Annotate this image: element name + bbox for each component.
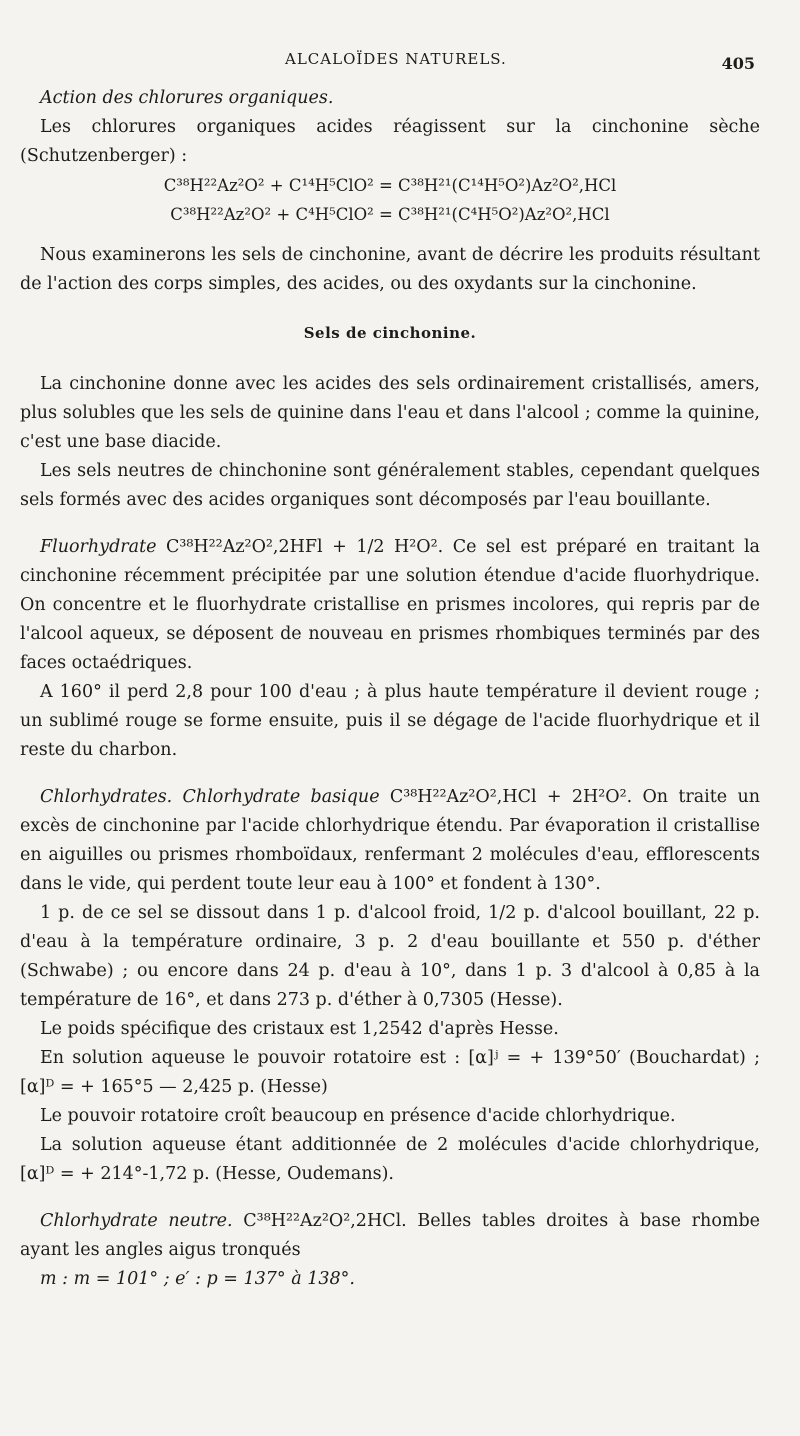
spacer: [20, 1189, 760, 1207]
paragraph-chlorures: Les chlorures organiques acides réagissent sur la cinchonine sèche (Schutzenberger) :: [20, 117, 760, 166]
page-header: [0, 48, 800, 78]
neutre-label: Chlorhydrate neutre.: [40, 1211, 233, 1231]
paragraph-specific-weight: Le poids spécifique des cristaux est 1,2542 d'après Hesse.: [40, 1019, 559, 1039]
fluorhydrate-text: C³⁸H²²Az²O²,2HFl + 1/2 H²O². Ce sel est préparé en traitant la cinchonine récemment précipitée par une solution étendue d'acide fluorhydrique. On concentre et le fluorhydrate cristallise en prismes incolores, qui repris par de l'alcool aqueux, se déposent de nouveau en prismes rhombiques terminés par des faces octaédriques.: [20, 537, 760, 673]
paragraph-fluorhydrate: [20, 533, 760, 678]
spacer: [20, 765, 760, 783]
paragraph-sels-1: La cinchonine donne avec les acides des sels ordinairement cristallisés, amers, plus solubles que les sels de quinine dans l'eau et dans l'alcool ; comme la quinine, c'est une base diacide.: [20, 374, 760, 452]
page-number: 405: [721, 54, 755, 73]
crystal-angles: m : m = 101° ; e′ : p = 137° à 138°.: [40, 1269, 355, 1289]
paragraph-fluorhydrate-2: A 160° il perd 2,8 pour 100 d'eau ; à plus haute température il devient rouge ; un sublimé rouge se forme ensuite, puis il se dégage de l'acide fluorhydrique et il reste du charbon.: [20, 682, 760, 760]
paragraph-solubility: 1 p. de ce sel se dissout dans 1 p. d'alcool froid, 1/2 p. d'alcool bouillant, 22 p. d'eau à la température ordinaire, 3 p. 2 d'eau bouillante et 550 p. d'éther (Schwabe) ; ou encore dans 24 p. d'eau à 10°, dans 1 p. 3 d'alcool à 0,85 à la température de 16°, et dans 273 p. d'éther à 0,7305 (Hesse).: [20, 903, 760, 1010]
paragraph-examinerons: Nous examinerons les sels de cinchonine, avant de décrire les produits résultant de l'action des corps simples, des acides, ou des oxydants sur la cinchonine.: [20, 245, 760, 294]
chlorhydrates-text: C³⁸H²²Az²O²,HCl + 2H²O². On traite un excès de cinchonine par l'acide chlorhydrique étendu. Par évaporation il cristallise en aiguilles ou prismes rhomboïdaux, renfermant 2 molécules d'eau, efflorescents dans le vide, qui perdent toute leur eau à 100° et fondent à 130°.: [20, 787, 760, 894]
section-title-sels: Sels de cinchonine.: [303, 324, 477, 342]
spacer: [20, 515, 760, 533]
section-heading-chlorures: Action des chlorures organiques.: [40, 88, 334, 108]
fluorhydrate-label: Fluorhydrate: [40, 537, 157, 557]
neutre-text: C³⁸H²²Az²O²,2HCl. Belles tables droites à base rhombe ayant les angles aigus tronqués: [20, 1211, 761, 1260]
paragraph-rotatory-increase: Le pouvoir rotatoire croît beaucoup en présence d'acide chlorhydrique.: [40, 1106, 676, 1126]
paragraph-rotatory-power: En solution aqueuse le pouvoir rotatoire est : [α]ʲ = + 139°50′ (Bouchardat) ; [α]ᴰ = + 165°5 — 2,425 p. (Hesse): [20, 1048, 760, 1097]
paragraph-chlorhydrates: [20, 783, 760, 899]
paragraph-sels-2: Les sels neutres de chinchonine sont généralement stables, cependant quelques sels formés avec des acides organiques sont décomposés par l'eau bouillante.: [20, 461, 760, 510]
spacer: [20, 229, 760, 241]
formula-1: C³⁸H²²Az²O² + C¹⁴H⁵ClO² = C³⁸H²¹(C¹⁴H⁵O²)Az²O²,HCl: [163, 176, 617, 195]
running-head: ALCALOÏDES NATURELS.: [285, 50, 507, 68]
chlorhydrates-label: Chlorhydrates. Chlorhydrate basique: [40, 787, 380, 807]
formula-2: C³⁸H²²Az²O² + C⁴H⁵ClO² = C³⁸H²¹(C⁴H⁵O²)Az²O²,HCl: [170, 205, 610, 224]
paragraph-chlorhydrate-neutre: [20, 1207, 760, 1265]
page-body: [20, 84, 760, 1294]
paragraph-hcl-solution: La solution aqueuse étant additionnée de 2 molécules d'acide chlorhydrique, [α]ᴰ = + 214°-1,72 p. (Hesse, Oudemans).: [20, 1135, 760, 1184]
